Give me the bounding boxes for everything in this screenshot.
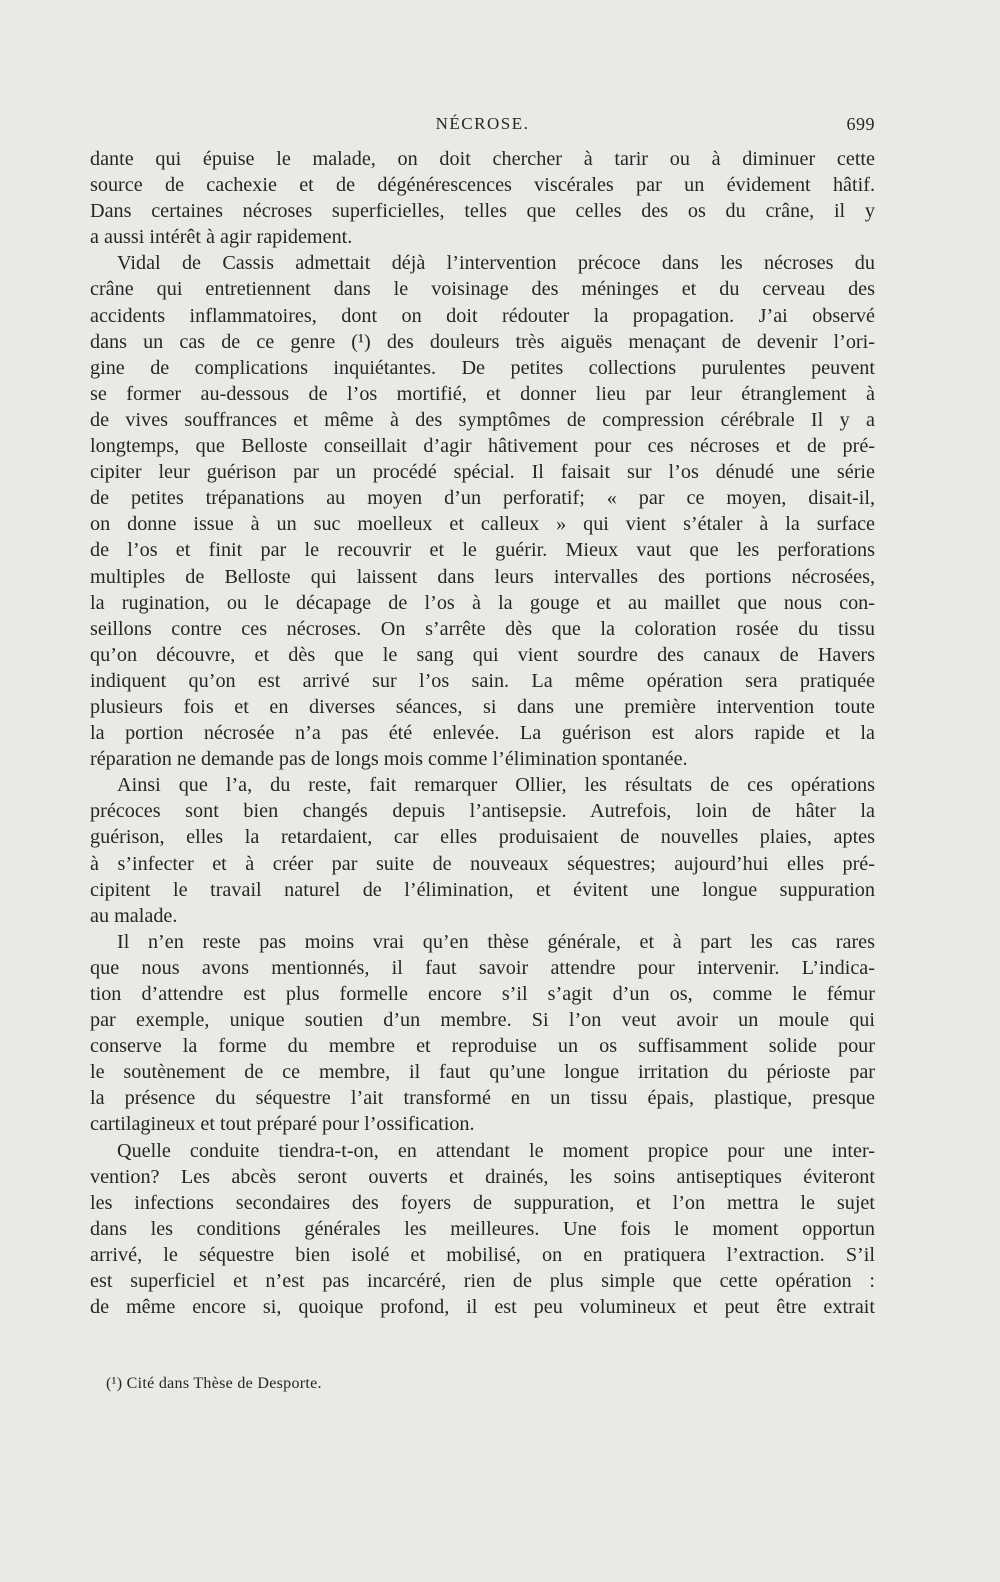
text-line: se former au-dessous de l’os mortifié, et donner lieu par leur étranglement à [90,382,875,405]
text-line: à s’infecter et à créer par suite de nouveaux séquestres; aujourd’hui elles pré- [90,852,875,875]
text-line: cipiter leur guérison par un procédé spécial. Il faisait sur l’os dénudé une série [90,461,875,484]
running-title: NÉCROSE. [435,114,530,133]
text-line: les infections secondaires des foyers de suppuration, et l’on mettra le sujet [90,1191,875,1214]
text-line: gine de complications inquiétantes. De petites collections purulentes peuvent [90,356,875,379]
text-line: la présence du séquestre l’ait transformé en un tissu épais, plastique, presque [90,1087,875,1110]
text-line: la portion nécrosée n’a pas été enlevée. La guérison est alors rapide et la [90,722,875,745]
text-line: réparation ne demande pas de longs mois comme l’élimination spontanée. [90,748,688,771]
paragraph [90,929,875,1138]
text-line: dante qui épuise le malade, on doit chercher à tarir ou à diminuer cette [90,148,875,170]
page-number: 699 [846,114,875,134]
text-line: Ainsi que l’a, du reste, fait remarquer Ollier, les résultats de ces opérations [117,774,875,797]
text-line: arrivé, le séquestre bien isolé et mobilisé, on en pratiquera l’extraction. S’il [90,1243,875,1266]
text-line: que nous avons mentionnés, il faut savoir attendre pour intervenir. L’indica- [90,956,875,979]
text-line: cartilagineux et tout préparé pour l’ossification. [90,1113,475,1136]
footnote: (¹) Cité dans Thèse de Desporte. [106,1375,322,1392]
text-line: on donne issue à un suc moelleux et calleux » qui vient s’étaler à la surface [90,513,875,536]
text-line: Dans certaines nécroses superficielles, telles que celles des os du crâne, il y [90,200,875,223]
text-line: vention? Les abcès seront ouverts et drainés, les soins antiseptiques éviteront [90,1165,875,1188]
page-header [90,114,875,144]
text-line: la rugination, ou le décapage de l’os à la gouge et au maillet que nous con- [90,591,875,614]
text-line: Vidal de Cassis admettait déjà l’intervention précoce dans les nécroses du [117,252,875,275]
text-line: Il n’en reste pas moins vrai qu’en thèse générale, et à part les cas rares [117,930,875,953]
text-line: au malade. [90,904,178,927]
paragraph [90,772,875,929]
paragraph [90,250,875,772]
text-line: guérison, elles la retardaient, car elles produisaient de nouvelles plaies, aptes [90,826,875,849]
text-line: Quelle conduite tiendra-t-on, en attendant le moment propice pour une inter- [117,1139,875,1162]
text-line: accidents inflammatoires, dont on doit rédouter la propagation. J’ai observé [90,304,875,327]
text-line: longtemps, que Belloste conseillait d’agir hâtivement pour ces nécroses et de pré- [90,435,875,458]
text-line: multiples de Belloste qui laissent dans leurs intervalles des portions nécrosées, [90,565,875,588]
text-line: cipitent le travail naturel de l’élimination, et évitent une longue suppuration [90,878,875,901]
text-line: de l’os et finit par le recouvrir et le guérir. Mieux vaut que les perforations [90,539,875,562]
text-line: crâne qui entretiennent dans le voisinage des méninges et du cerveau des [90,278,875,301]
text-line: dans les conditions générales les meilleures. Une fois le moment opportun [90,1217,875,1240]
text-line: de même encore si, quoique profond, il est peu volumineux et peut être extrait [90,1296,875,1319]
text-line: plusieurs fois et en diverses séances, si dans une première intervention toute [90,695,875,718]
text-line: conserve la forme du membre et reproduise un os suffisamment solide pour [90,1035,875,1058]
text-line: le soutènement de ce membre, il faut qu’une longue irritation du périoste par [90,1061,875,1084]
text-line: de vives souffrances et même à des symptômes de compression cérébrale Il y a [90,408,875,431]
text-line: source de cachexie et de dégénérescences viscérales par un évidement hâtif. [90,174,875,197]
text-line: qu’on découvre, et dès que le sang qui vient sourdre des canaux de Havers [90,643,875,666]
text-line: seillons contre ces nécroses. On s’arrête dès que la coloration rosée du tissu [90,617,875,640]
text-line: est superficiel et n’est pas incarcéré, rien de plus simple que cette opération : [90,1270,875,1293]
text-line: de petites trépanations au moyen d’un perforatif; « par ce moyen, disait-il, [90,487,875,510]
body-text [90,146,875,1320]
text-line: a aussi intérêt à agir rapidement. [90,226,353,249]
text-line: tion d’attendre est plus formelle encore s’il s’agit d’un os, comme le fémur [90,983,875,1005]
paragraph [90,1138,875,1321]
text-line: indiquent qu’on est arrivé sur l’os sain. La même opération sera pratiquée [90,669,875,692]
text-line: précoces sont bien changés depuis l’antisepsie. Autrefois, loin de hâter la [90,800,875,823]
text-line: dans un cas de ce genre (¹) des douleurs très aiguës menaçant de devenir l’ori- [90,330,875,353]
text-line: par exemple, unique soutien d’un membre. Si l’on veut avoir un moule qui [90,1009,875,1032]
paragraph [90,146,875,250]
